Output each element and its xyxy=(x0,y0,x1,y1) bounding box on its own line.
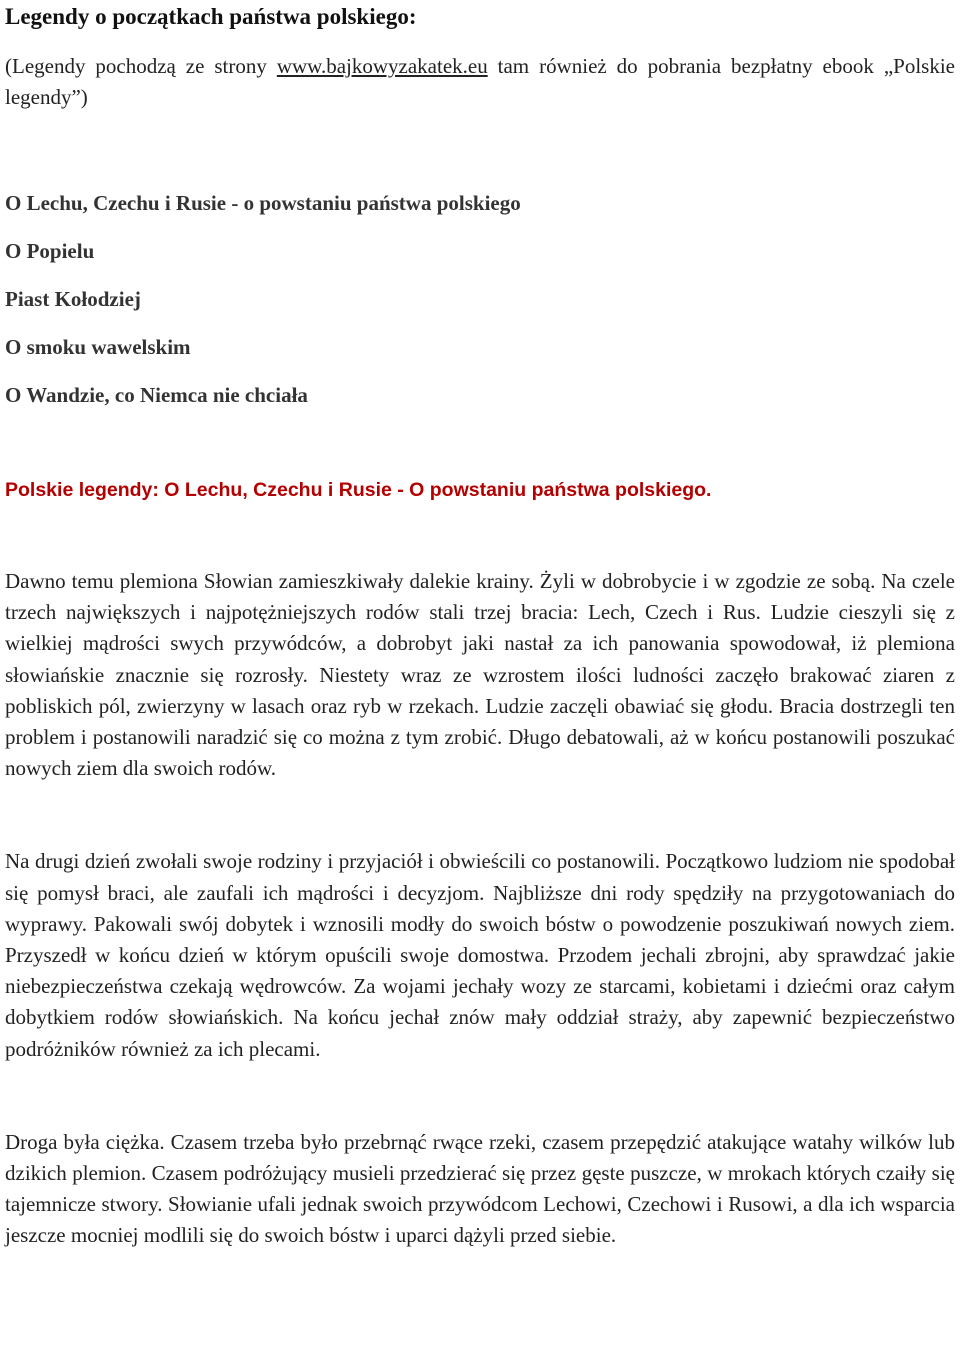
source-suffix: tam również do pobrania bezpłatny ebook „Polskie legendy”) xyxy=(5,54,955,109)
section-title: Polskie legendy: O Lechu, Czechu i Rusie - O powstaniu państwa polskiego. xyxy=(5,479,712,501)
legend-list-item: O Wandzie, co Niemca nie chciała xyxy=(5,383,308,407)
source-note xyxy=(5,51,955,113)
story-paragraph: Dawno temu plemiona Słowian zamieszkiwały dalekie krainy. Żyli w dobrobycie i w zgodzie ze sobą. Na czele trzech największych i najpotężniejszych rodów stali trzej bracia: Lech, Czech i Rus. Ludzie cieszyli się z wielkiej mądrości swych przywódców, a dobrobyt jaki nastał za ich panowania spowodował, iż plemiona słowiańskie znacznie się rozrosły. Niestety wraz ze wzrostem ilości ludności zaczęło brakować ziaren z pobliskich pól, zwierzyny w lasach oraz ryb w rzekach. Ludzie zaczęli obawiać się głodu. Bracia dostrzegli ten problem i postanowili naradzić się co można z tym zrobić. Długo debatowali, aż w końcu postanowili poszukać nowych ziem dla swoich rodów. xyxy=(5,569,955,781)
source-link[interactable]: www.bajkowyzakatek.eu xyxy=(276,54,488,78)
story-paragraph: Droga była ciężka. Czasem trzeba było przebrnąć rwące rzeki, czasem przepędzić atakujące watahy wilków lub dzikich plemion. Czasem podróżujący musieli przedzierać się przez gęste puszcze, w mrokach których czaiły się tajemnicze stwory. Słowianie ufali jednak swoich przywódcom Lechowi, Czechowi i Rusowi, a dla ich wsparcia jeszcze mocniej modlili się do swoich bóstw i uparci dążyli przed siebie. xyxy=(5,1129,955,1248)
document-page xyxy=(5,0,955,1252)
legend-list-item: Piast Kołodziej xyxy=(5,287,141,311)
document-title: Legendy o początkach państwa polskiego: xyxy=(5,4,417,29)
legend-list-item: O Popielu xyxy=(5,239,95,263)
legend-list xyxy=(5,179,955,419)
legend-list-item: O Lechu, Czechu i Rusie - o powstaniu państwa polskiego xyxy=(5,191,521,215)
legend-list-item: O smoku wawelskim xyxy=(5,335,191,359)
source-prefix: (Legendy pochodzą ze strony xyxy=(5,54,277,78)
story-paragraph: Na drugi dzień zwołali swoje rodziny i przyjaciół i obwieścili co postanowili. Początkowo ludziom nie spodobał się pomysł braci, ale zaufali ich mądrości i decyzjom. Najbliższe dni rody spędziły na przygotowaniach do wyprawy. Pakowali swój dobytek i wznosili modły do swoich bóstw o powodzenie poszukiwań nowych ziem. Przyszedł w końcu dzień w którym opuścili swoje domostwa. Przodem jechali zbrojni, aby sprawdzać jakie niebezpieczeństwa czekają wędrowców. Za wojami jechały wozy ze starcami, kobietami i dziećmi oraz całym dobytkiem rodów słowiańskich. Na końcu jechał znów mały oddział straży, aby zapewnić bezpieczeństwo podróżników również za ich plecami. xyxy=(5,849,955,1061)
